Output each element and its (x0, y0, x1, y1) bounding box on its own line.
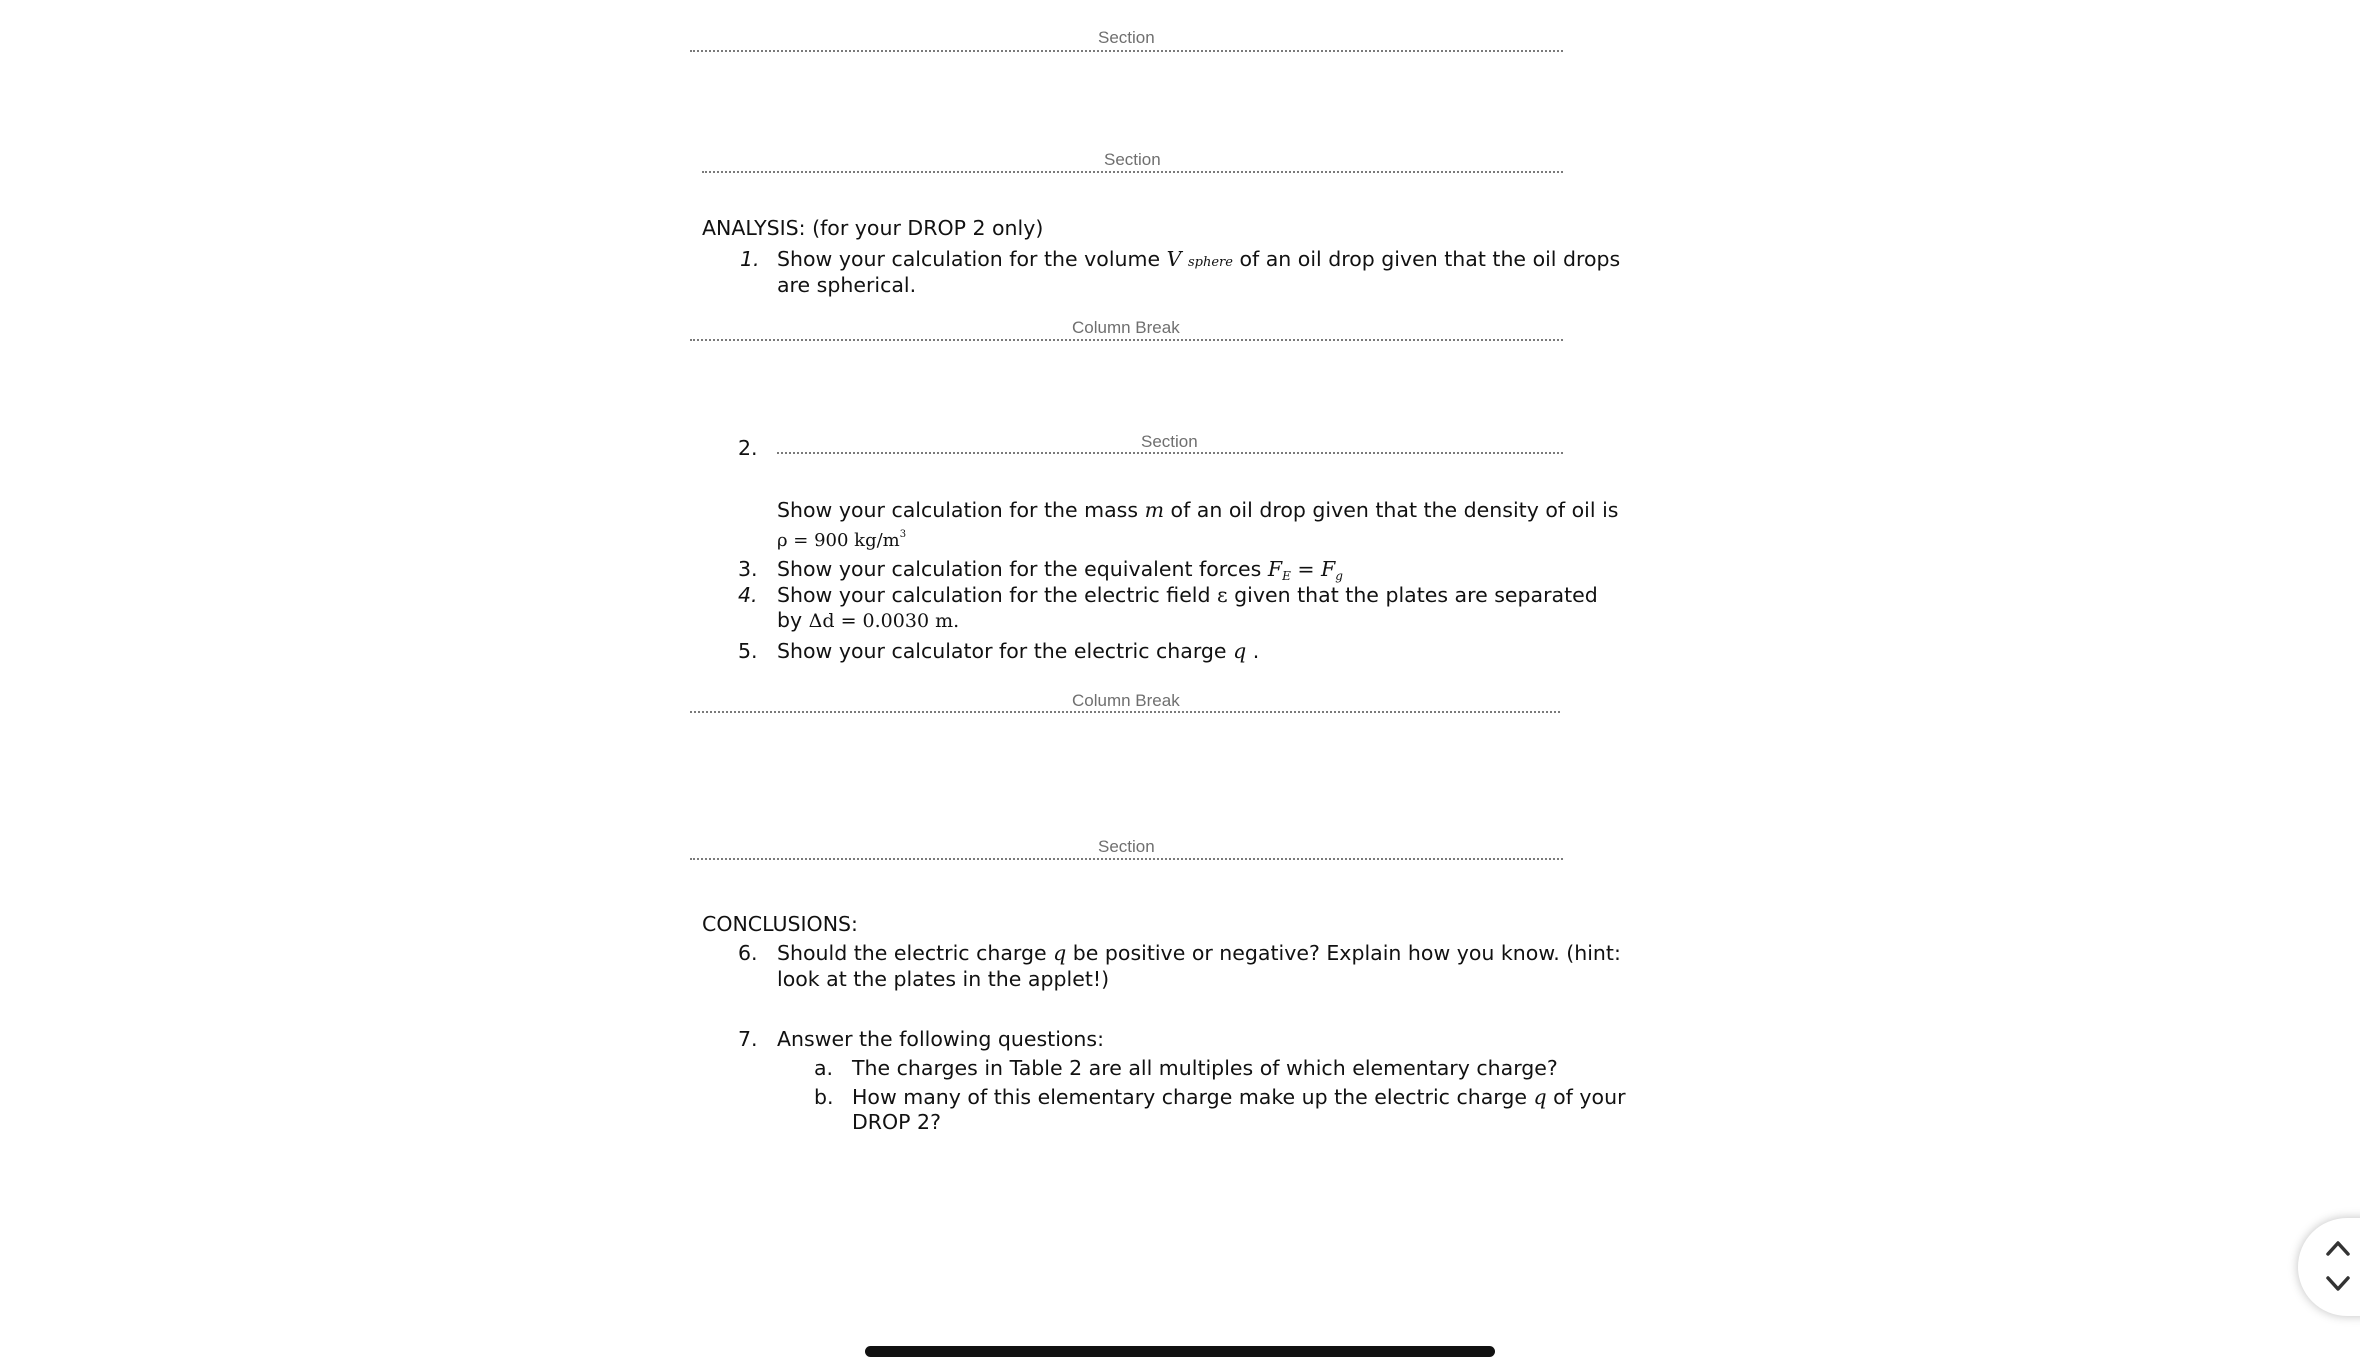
column-break-label: Column Break (1072, 691, 1180, 710)
density-formula: ρ = 900 $kg/m^3$ (777, 529, 907, 551)
column-break-line (690, 339, 1563, 341)
question-text-line: are spherical. (777, 273, 917, 297)
column-break-label: Column Break (1072, 318, 1180, 337)
sub-question-text: How many of this elementary charge make up the electric charge q of your (852, 1085, 1626, 1109)
volume-subscript: sphere (1187, 255, 1233, 270)
section-label: Section (1098, 837, 1155, 856)
chevron-up-icon[interactable] (2325, 1238, 2351, 1258)
home-indicator[interactable] (865, 1346, 1495, 1357)
question-number: 4. (738, 583, 758, 607)
section-label: Section (1104, 150, 1161, 169)
charge-symbol: q (1233, 639, 1247, 663)
section-label: Section (1141, 432, 1198, 451)
question-number: 7. (738, 1027, 758, 1051)
question-text-line: Show your calculation for the equivalent forces $F_E = F_g$ (777, 557, 1343, 583)
sub-question-text: The charges in Table 2 are all multiples of which elementary charge? (852, 1056, 1558, 1080)
question-text-line: Show your calculation for the mass m of an oil drop given that the density of oil is (777, 498, 1619, 522)
field-symbol: ε (1217, 583, 1228, 607)
question-number: 6. (738, 941, 758, 965)
separation-formula: Δd = 0.0030 m. (808, 610, 960, 632)
chevron-down-icon[interactable] (2325, 1274, 2351, 1294)
section-divider-line (702, 171, 1563, 173)
question-text-line: Show your calculation for the volume V sphere of an oil drop given that the oil drops (777, 247, 1621, 271)
analysis-heading: ANALYSIS: (for your DROP 2 only) (702, 216, 1044, 240)
section-divider-line (777, 452, 1563, 454)
question-text-line: Show your calculator for the electric charge q . (777, 639, 1260, 663)
charge-symbol: q (1533, 1085, 1547, 1109)
question-text-line: look at the plates in the applet!) (777, 967, 1110, 991)
volume-symbol: V (1166, 247, 1182, 271)
question-text-line: Should the electric charge q be positive or negative? Explain how you know. (hint: (777, 941, 1621, 965)
question-text-line: Show your calculation for the electric field ε given that the plates are separated (777, 583, 1598, 607)
question-text-line: by Δd = 0.0030 m. (777, 608, 960, 632)
question-number: 2. (738, 436, 758, 460)
charge-symbol: q (1053, 941, 1067, 965)
section-label: Section (1098, 28, 1155, 47)
sub-question-text: DROP 2? (852, 1110, 941, 1134)
conclusions-heading: CONCLUSIONS: (702, 912, 858, 936)
question-text-line: Answer the following questions: (777, 1027, 1105, 1051)
column-break-line (690, 711, 1560, 713)
section-divider-line (690, 858, 1563, 860)
mass-symbol: m (1144, 498, 1165, 522)
question-number: 5. (738, 639, 758, 663)
section-divider-line (690, 50, 1563, 52)
scroll-control[interactable] (2298, 1218, 2360, 1316)
question-number: 1. (740, 247, 760, 271)
sub-question-label: a. (814, 1056, 834, 1080)
question-number: 3. (738, 557, 758, 581)
sub-question-label: b. (814, 1085, 834, 1109)
